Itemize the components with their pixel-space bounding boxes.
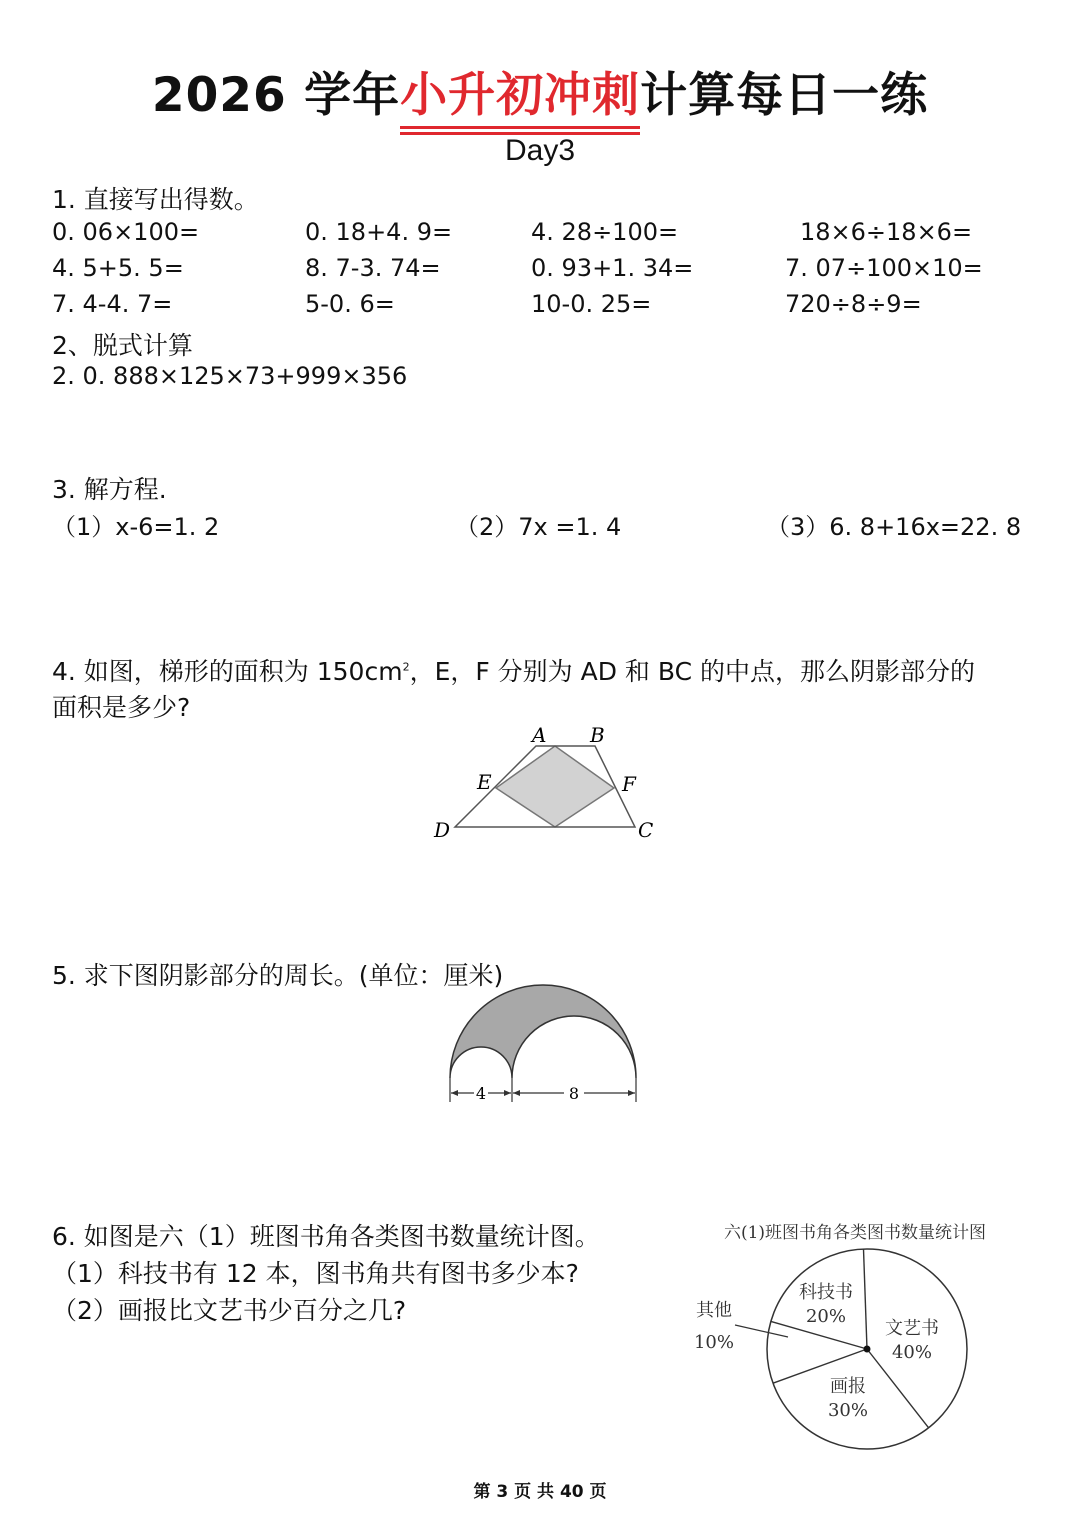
- q1-cell: 7. 07÷100×10=: [785, 254, 983, 282]
- q4-text-b: ，E，F 分别为 AD 和 BC 的中点，那么阴影部分的: [409, 657, 975, 686]
- pie-slice-boundary: [864, 1249, 868, 1349]
- label-d: D: [434, 818, 451, 842]
- q4-text-line2: 面积是多少?: [52, 693, 191, 722]
- title-highlight: 小升初冲刺: [400, 68, 641, 123]
- q1-cell: 0. 93+1. 34=: [531, 254, 694, 282]
- arrow-head: [628, 1090, 635, 1096]
- semicircle-figure: [440, 980, 650, 1105]
- label-a: A: [532, 723, 547, 747]
- q5-heading: 5. 求下图阴影部分的周长。(单位：厘米): [52, 961, 504, 990]
- label-e: E: [477, 770, 492, 794]
- q1-cell: 720÷8÷9=: [785, 290, 922, 318]
- arrow-head: [504, 1090, 511, 1096]
- q1-cell: 10-0. 25=: [531, 290, 652, 318]
- label-c: C: [638, 818, 654, 842]
- page-title: [0, 58, 1080, 125]
- q1-cell: 4. 28÷100=: [531, 218, 679, 246]
- q1-cell: 0. 18+4. 9=: [305, 218, 453, 246]
- pie-title: 六(1)班图书角各类图书数量统计图: [723, 1223, 987, 1243]
- slice-pct-literature: 40%: [891, 1342, 933, 1363]
- q2-problem: 2. 0. 888×125×73+999×356: [52, 362, 408, 390]
- q1-cell: 7. 4-4. 7=: [52, 290, 173, 318]
- q3-item: （1）x-6=1. 2: [52, 513, 220, 541]
- q2-heading: 2、脱式计算: [52, 331, 193, 360]
- q1-cell: 8. 7-3. 74=: [305, 254, 441, 282]
- q6-sub1: （1）科技书有 12 本，图书角共有图书多少本?: [52, 1259, 579, 1288]
- q1-cell: 0. 06×100=: [52, 218, 200, 246]
- title-prefix: 2026 学年: [151, 68, 401, 123]
- slice-label-literature: 文艺书: [885, 1318, 939, 1339]
- slice-pct-other: 10%: [693, 1332, 735, 1353]
- title-suffix: 计算每日一练: [640, 68, 929, 123]
- q4-text: [52, 652, 975, 688]
- q1-cell: 5-0. 6=: [305, 290, 395, 318]
- slice-label-science: 科技书: [799, 1282, 853, 1303]
- pie-center: [864, 1346, 871, 1353]
- shaded-rhombus: [496, 746, 614, 827]
- page-footer: 第 3 页 共 40 页: [473, 1482, 607, 1502]
- trapezoid-figure: [420, 720, 670, 850]
- label-f: F: [622, 772, 636, 796]
- dim-label-small: 4: [475, 1084, 487, 1103]
- q3-item: （3）6. 8+16x=22. 8: [766, 513, 1022, 541]
- q1-cell: 4. 5+5. 5=: [52, 254, 184, 282]
- q6-heading: 6. 如图是六（1）班图书角各类图书数量统计图。: [52, 1222, 600, 1251]
- q1-cell: 18×6÷18×6=: [800, 218, 973, 246]
- dim-label-large: 8: [568, 1084, 580, 1103]
- pie-chart: [680, 1245, 1020, 1455]
- q1-heading: 1. 直接写出得数。: [52, 185, 259, 214]
- q6-sub2: （2）画报比文艺书少百分之几?: [52, 1296, 407, 1325]
- shaded-region: [450, 985, 636, 1078]
- q3-item: （2）7x =1. 4: [455, 513, 622, 541]
- label-b: B: [590, 723, 605, 747]
- slice-label-pictorial: 画报: [830, 1376, 866, 1397]
- q4-superscript: 2: [402, 660, 410, 674]
- leader-line-other: [735, 1325, 788, 1337]
- q4-text-a: 4. 如图，梯形的面积为 150cm: [52, 657, 403, 686]
- arrow-head: [513, 1090, 520, 1096]
- arrow-head: [451, 1090, 458, 1096]
- slice-label-other: 其他: [696, 1300, 732, 1321]
- slice-pct-pictorial: 30%: [827, 1400, 869, 1421]
- slice-pct-science: 20%: [805, 1306, 847, 1327]
- q3-heading: 3. 解方程.: [52, 475, 167, 504]
- day-label: Day3: [504, 134, 576, 167]
